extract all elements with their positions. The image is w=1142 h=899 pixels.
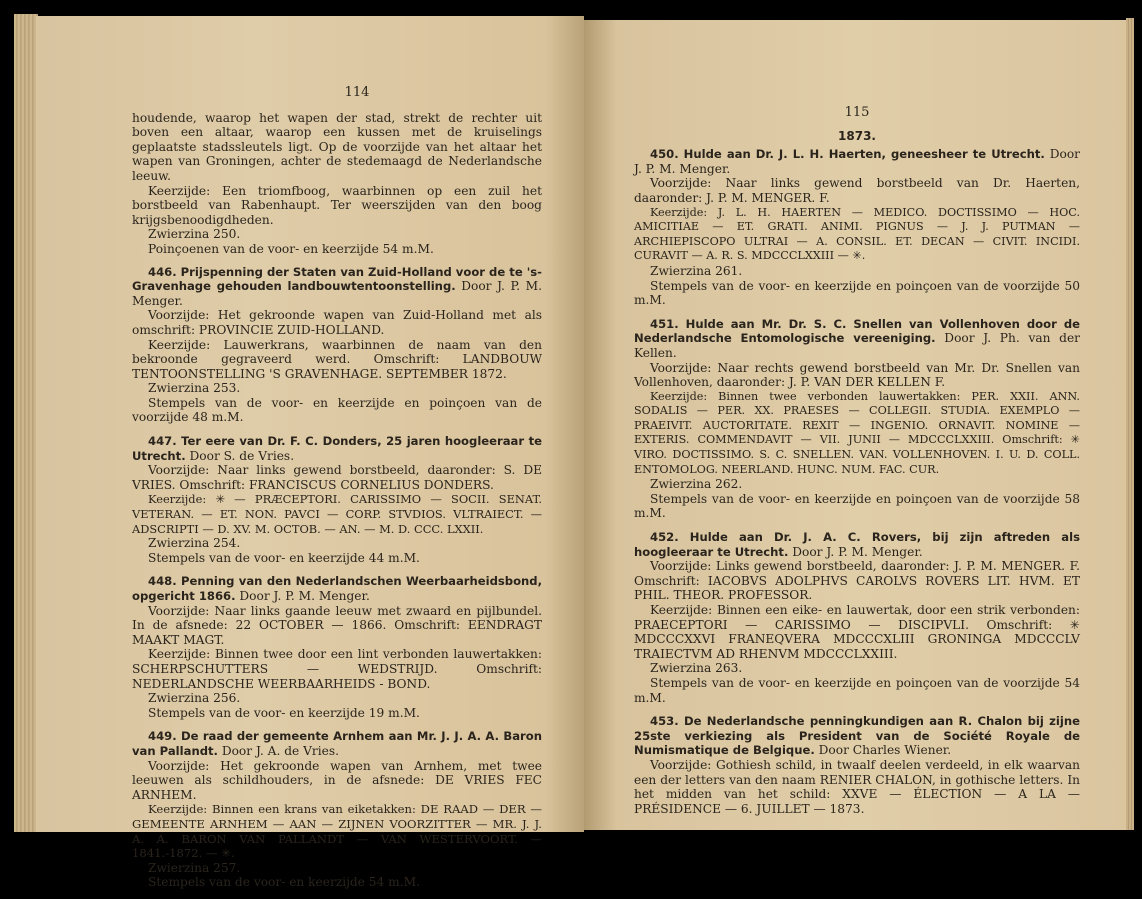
- paragraph: Zwierzina 262.: [650, 477, 743, 492]
- paragraph: Voorzijde: Links gewend borstbeeld, daaronder: J. P. M. MENGER. F. Omschrift: IACOBVS ADOLPHVS CAROLVS ROVERS LIT. HVM. ET PHIL. THEOR. PROFESSOR.: [634, 559, 1080, 603]
- entry-heading: [634, 714, 1080, 758]
- paragraph: Voorzijde: Het gekroonde wapen van Arnhem, met twee leeuwen als schildhouders, in de afsnede: DE VRIES FEC ARNHEM.: [132, 758, 542, 802]
- right-page-text: [634, 106, 1080, 825]
- entry-title: 451. Hulde aan Mr. Dr. S. C. Snellen van Vollenhoven door de Nederlandsche Entomologische vereeniging.: [634, 316, 1080, 346]
- paragraph: Keerzijde: Een triomfboog, waarbinnen op een zuil het borstbeeld van Rabenhaupt. Ter weerszijden van den boog krijgsbenoodigdheden.: [132, 183, 542, 227]
- entry-author: Door J. P. M. Menger.: [132, 279, 542, 308]
- paragraph: Keerzijde: Binnen twee verbonden lauwertakken: PER. XXII. ANN. SODALIS — PER. XX. PRAESES — COLLEGII. STUDIA. EXEMPLO — PRAEIVIT. AUCTORITATE. REXIT — INGENIO. ORNAVIT. NOMINE — EXTERIS. COMMENDAVIT — VII. JUNII — MDCCCLXXIII. Omschrift: ✳ VIRO. DOCTISSIMO. S. C. SNELLEN. VAN. VOLLENHOVEN. I. U. D. COLL. ENTOMOLOG. NEERLAND. HUNC. NUM. FAC. CUR.: [634, 389, 1080, 476]
- entry-title: 446. Prijspenning der Staten van Zuid-Holland voor de te 's-Gravenhage gehouden landbouwtentoonstelling.: [132, 264, 542, 294]
- paragraph: Voorzijde: Naar rechts gewend borstbeeld van Mr. Dr. Snellen van Vollenhoven, daaronder: J. P. VAN DER KELLEN F.: [634, 360, 1080, 390]
- left-page-text: [132, 86, 542, 899]
- paragraph: Zwierzina 253.: [148, 381, 241, 396]
- medal-entry-446: [132, 265, 542, 426]
- entry-heading: [634, 147, 1080, 176]
- paragraph: Poinçoenen van de voor- en keerzijde 54 m.M.: [148, 241, 434, 256]
- paragraph: Voorzijde: Naar links gaande leeuw met zwaard en pijlbundel. In de afsnede: 22 OCTOBER — 1866. Omschrift: EENDRAGT MAAKT MAGT.: [132, 603, 542, 647]
- entry-title: 447. Ter eere van Dr. F. C. Donders, 25 jaren hoogleeraar te Utrecht.: [132, 434, 542, 463]
- entry-author: Door J. P. M. Menger.: [634, 147, 1080, 176]
- paragraph: Zwierzina 254.: [148, 536, 241, 551]
- entry-author: Door J. P. M. Menger.: [235, 589, 370, 603]
- entry-heading: [634, 530, 1080, 559]
- paragraph: Stempels van de voor- en keerzijde 19 m.M.: [148, 705, 420, 720]
- paragraph: Stempels van de voor- en keerzijde 54 m.M.: [148, 875, 420, 890]
- paragraph: Keerzijde: J. L. H. HAERTEN — MEDICO. DOCTISSIMO — HOC. AMICITIAE — ET. GRATI. ANIMI. PIGNUS — J. J. PUTMAN — ARCHIEPISCOPO ULTRAI — A. CONSIL. ET. DECAN — CIVIT. INCIDI. CURAVIT — A. R. S. MDCCCLXXIII — ✳.: [634, 205, 1080, 263]
- page-number: 115: [844, 105, 870, 120]
- medal-entry-453: [634, 714, 1080, 816]
- paragraph: Stempels van de voor- en keerzijde en poinçoen van de voorzijde 48 m.M.: [132, 395, 542, 425]
- paragraph: Zwierzina 257.: [148, 860, 241, 875]
- continuation-block: [132, 111, 542, 257]
- paragraph: Zwierzina 263.: [650, 661, 743, 676]
- year-heading: 1873.: [838, 128, 876, 143]
- paragraph: Voorzijde: Naar links gewend borstbeeld, daaronder: S. DE VRIES. Omschrift: FRANCISCUS CORNELIUS DONDERS.: [132, 463, 542, 492]
- paragraph: Zwierzina 261.: [650, 263, 743, 278]
- paragraph: Keerzijde: Binnen twee door een lint verbonden lauwertakken: SCHERPSCHUTTERS — WEDSTRIJD. Omschrift: NEDERLANDSCHE WEERBAARHEIDS - BOND.: [132, 647, 542, 691]
- paragraph: Stempels van de voor- en keerzijde en poinçoen van de voorzijde 50 m.M.: [634, 278, 1080, 308]
- paragraph: Keerzijde: Lauwerkrans, waarbinnen de naam van den bekroonde gegraveerd werd. Omschrift: LANDBOUW TENTOONSTELLING 'S GRAVENHAGE. SEPTEMBER 1872.: [132, 337, 542, 381]
- paragraph: Keerzijde: Binnen een eike- en lauwertak, door een strik verbonden: PRAECEPTORI — CARISSIMO — DISCIPVLI. Omschrift: ✳ MDCCCXXVI FRANEQVERA MDCCCXLIII GRONINGA MDCCCLV TRAIECTVM AD RHENVM MDCCCLXXIII.: [634, 603, 1080, 661]
- entry-heading: [132, 434, 542, 463]
- entry-author: Door J. P. M. Menger.: [788, 544, 923, 559]
- right-page: [584, 20, 1126, 830]
- entry-title: 453. De Nederlandsche penningkundigen aan R. Chalon bij zijne 25ste verkiezing als President van de Société Royale de Numismatique de Belgique.: [634, 714, 1080, 758]
- medal-entry-449: [132, 729, 542, 890]
- entry-title: 448. Penning van den Nederlandschen Weerbaarheidsbond, opgericht 1866.: [132, 574, 542, 603]
- medal-entry-447: [132, 434, 542, 565]
- paragraph: Stempels van de voor- en keerzijde en poinçoen van de voorzijde 54 m.M.: [634, 675, 1080, 705]
- paragraph: Voorzijde: Naar links gewend borstbeeld van Dr. Haerten, daaronder: J. P. M. MENGER. F.: [634, 176, 1080, 205]
- medal-entry-448: [132, 574, 542, 720]
- paragraph: Keerzijde: ✳ — PRÆCEPTORI. CARISSIMO — SOCII. SENAT. VETERAN. — ET. NON. PAVCI — CORP. STVDIOS. VLTRAIECT. — ADSCRIPTI — D. XV. M. OCTOB. — AN. — M. D. CCC. LXXII.: [132, 492, 542, 536]
- entry-title: 450. Hulde aan Dr. J. L. H. Haerten, geneesheer te Utrecht.: [650, 147, 1045, 162]
- entry-author: Door S. de Vries.: [185, 448, 295, 463]
- page-edges-right: [1126, 18, 1134, 830]
- paragraph: Voorzijde: Het gekroonde wapen van Zuid-Holland met als omschrift: PROVINCIE ZUID-HOLLAND.: [132, 308, 542, 337]
- entry-heading: [634, 317, 1080, 361]
- left-page: [36, 16, 584, 890]
- paragraph: Stempels van de voor- en keerzijde en poinçoen van de voorzijde 58 m.M.: [634, 491, 1080, 521]
- paragraph: Zwierzina 250.: [148, 227, 241, 242]
- page-number: 114: [344, 85, 370, 100]
- entry-heading: [132, 574, 542, 603]
- page-edges-left: [14, 14, 38, 832]
- paragraph: houdende, waarop het wapen der stad, strekt de rechter uit boven een altaar, waarop een kussen met de kruiselings geplaatste stadssleutels ligt. Op de voorzijde van het altaar het wapen van Groningen, achter de stedemaagd de Nederlandsche leeuw.: [132, 110, 542, 183]
- paragraph: Keerzijde: Binnen een krans van eiketakken: DE RAAD — DER — GEMEENTE ARNHEM — AAN — ZIJNEN VOORZITTER — MR. J. J. A. A. BARON VAN PALLANDT — VAN WESTERVOORT. — 1841.-1872. — ✳.: [132, 802, 542, 861]
- entry-title: 449. De raad der gemeente Arnhem aan Mr. J. J. A. A. Baron van Pallandt.: [132, 729, 542, 758]
- entry-title: 452. Hulde aan Dr. J. A. C. Rovers, bij zijn aftreden als hoogleeraar te Utrecht.: [634, 530, 1080, 559]
- paragraph: Voorzijde: Gothiesh schild, in twaalf deelen verdeeld, in elk waarvan een der letters van den naam RENIER CHALON, in gothische letters. In het midden van het schild: XXVE — ÉLECTION — A LA — PRÉSIDENCE — 6. JUILLET — 1873.: [634, 757, 1080, 816]
- entry-author: Door J. A. de Vries.: [217, 743, 339, 758]
- medal-entry-452: [634, 530, 1080, 705]
- paragraph: Zwierzina 256.: [148, 691, 241, 706]
- medal-entry-450: [634, 147, 1080, 308]
- medal-entry-451: [634, 317, 1080, 521]
- entry-author: Door Charles Wiener.: [814, 743, 952, 758]
- entry-heading: [132, 729, 542, 758]
- paragraph: Stempels van de voor- en keerzijde 44 m.M.: [148, 550, 420, 565]
- entry-author: Door J. Ph. van der Kellen.: [634, 331, 1080, 360]
- entry-heading: [132, 265, 542, 309]
